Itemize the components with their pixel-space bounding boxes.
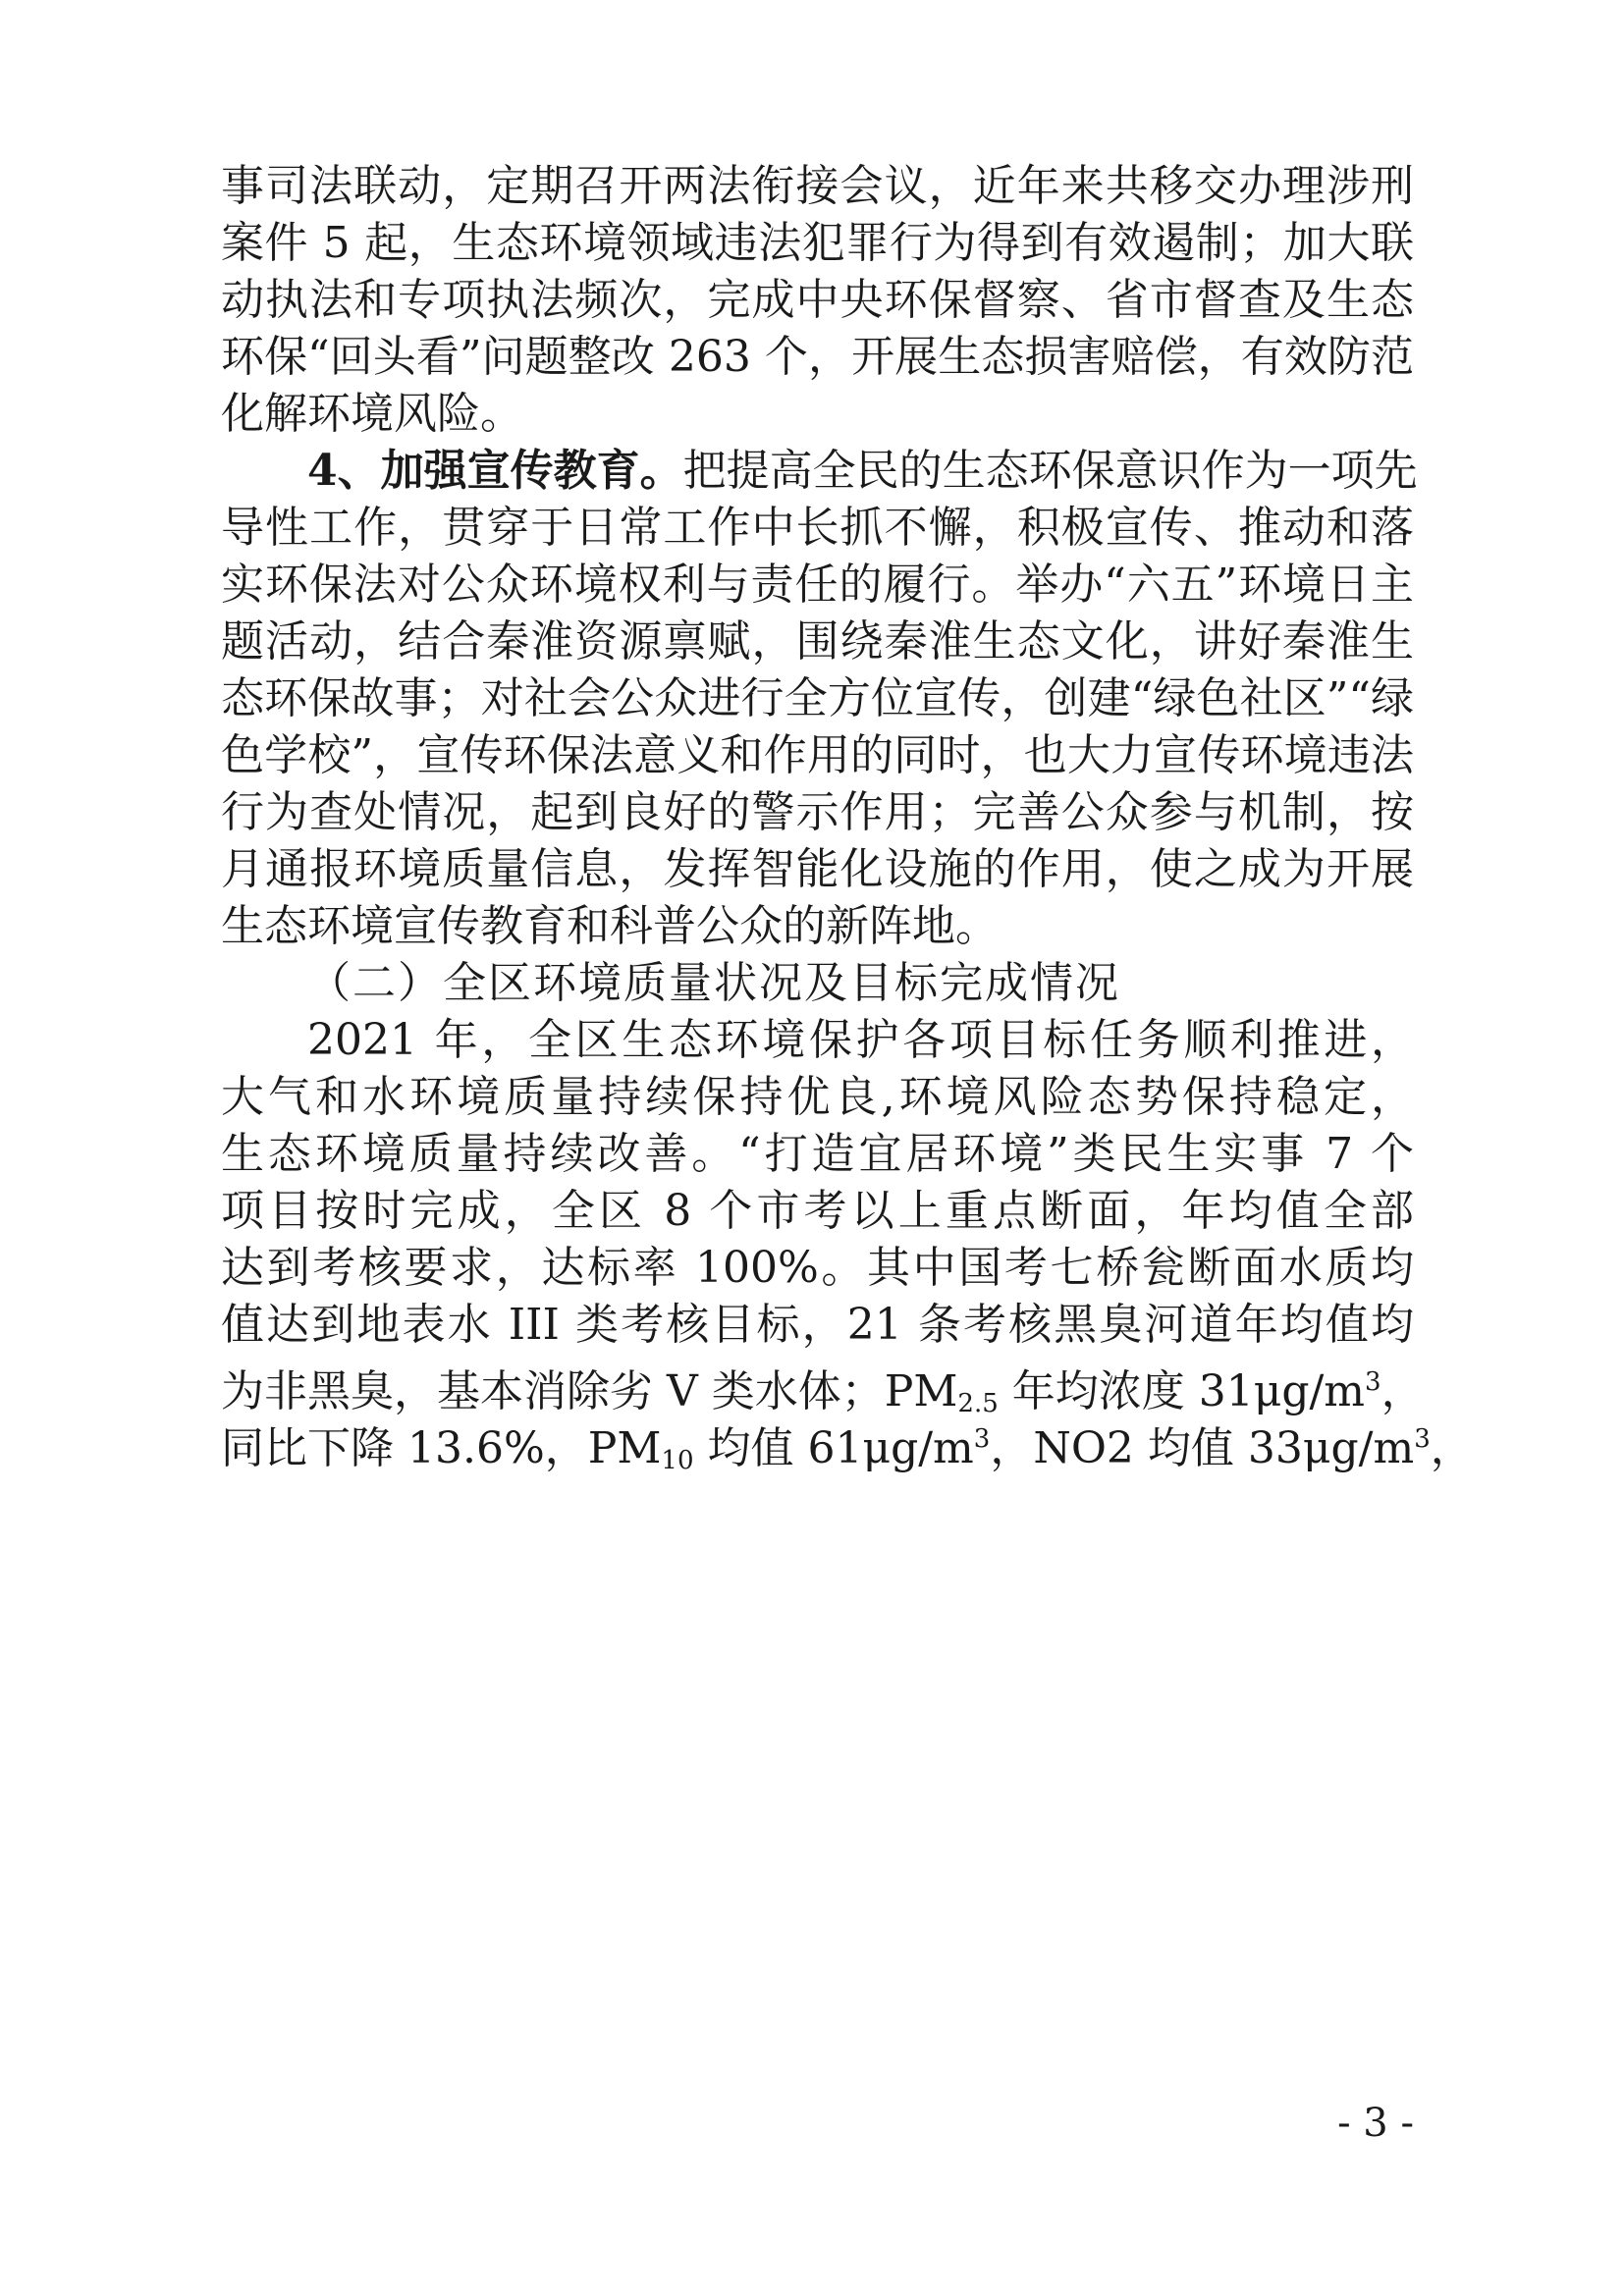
pm25-line bbox=[221, 1353, 1425, 1418]
unit-superscript: 3 bbox=[973, 1424, 991, 1454]
pm10-value: 均值 61μg/m bbox=[693, 1423, 974, 1473]
text-line: 大气和水环境质量持续保持优良,环境风险态势保持稳定， bbox=[221, 1072, 1414, 1122]
text-line: 生态环境宣传教育和科普公众的新阵地。 bbox=[221, 901, 999, 951]
text-line: 导性工作，贯穿于日常工作中长抓不懈，积极宣传、推动和落 bbox=[221, 503, 1414, 553]
page-number: - 3 - bbox=[1337, 2101, 1414, 2146]
text-line: 值达到地表水 III 类考核目标，21 条考核黑臭河道年均值均 bbox=[221, 1300, 1414, 1350]
section-heading: （二）全区环境质量状况及目标完成情况 bbox=[307, 958, 1120, 1008]
pm25-text: 为非黑臭，基本消除劣 V 类水体；PM bbox=[221, 1366, 958, 1416]
text-line: 达到考核要求，达标率 100%。其中国考七桥瓮断面水质均 bbox=[221, 1243, 1414, 1293]
punctuation: ， bbox=[1380, 1366, 1425, 1416]
text-line: 色学校”，宣传环保法意义和作用的同时，也大力宣传环境违法 bbox=[221, 730, 1414, 780]
pm10-subscript: 10 bbox=[661, 1446, 694, 1475]
text-line: 环保“回头看”问题整改 263 个，开展生态损害赔偿，有效防范 bbox=[221, 332, 1414, 382]
pm25-subscript: 2.5 bbox=[957, 1389, 999, 1418]
text-line: 化解环境风险。 bbox=[221, 389, 523, 439]
paragraph-4-first-line bbox=[307, 442, 1418, 501]
unit-superscript: 3 bbox=[1365, 1367, 1381, 1397]
text-line: 生态环境质量持续改善。“打造宜居环境”类民生实事 7 个 bbox=[221, 1129, 1414, 1179]
pm10-line bbox=[221, 1410, 1474, 1475]
text-line: 项目按时完成，全区 8 个市考以上重点断面，年均值全部 bbox=[221, 1186, 1414, 1236]
text-line: 实环保法对公众环境权利与责任的履行。举办“六五”环境日主 bbox=[221, 560, 1414, 610]
punctuation: ， bbox=[1430, 1423, 1474, 1473]
text-line: 2021 年，全区生态环境保护各项目标任务顺利推进， bbox=[307, 1015, 1414, 1065]
pm10-text: 同比下降 13.6%，PM bbox=[221, 1423, 662, 1473]
text-line: 月通报环境质量信息，发挥智能化设施的作用，使之成为开展 bbox=[221, 844, 1414, 894]
text-line: 题活动，结合秦淮资源禀赋，围绕秦淮生态文化，讲好秦淮生 bbox=[221, 616, 1414, 667]
pm25-value: 年均浓度 31μg/m bbox=[998, 1366, 1366, 1416]
text-line: 态环保故事；对社会公众进行全方位宣传，创建“绿色社区”“绿 bbox=[221, 673, 1414, 723]
text-line: 事司法联动，定期召开两法衔接会议，近年来共移交办理涉刑 bbox=[221, 161, 1414, 211]
no2-value: ，NO2 均值 33μg/m bbox=[990, 1423, 1415, 1473]
text-line: 行为查处情况，起到良好的警示作用；完善公众参与机制，按 bbox=[221, 787, 1414, 837]
text-line: 动执法和专项执法频次，完成中央环保督察、省市督查及生态 bbox=[221, 275, 1414, 325]
text-line: 案件 5 起，生态环境领域违法犯罪行为得到有效遏制；加大联 bbox=[221, 218, 1414, 268]
paragraph-4-text: 把提高全民的生态环保意识作为一项先 bbox=[682, 446, 1418, 496]
paragraph-4-title: 4、加强宣传教育。 bbox=[307, 446, 683, 496]
unit-superscript: 3 bbox=[1414, 1424, 1431, 1454]
